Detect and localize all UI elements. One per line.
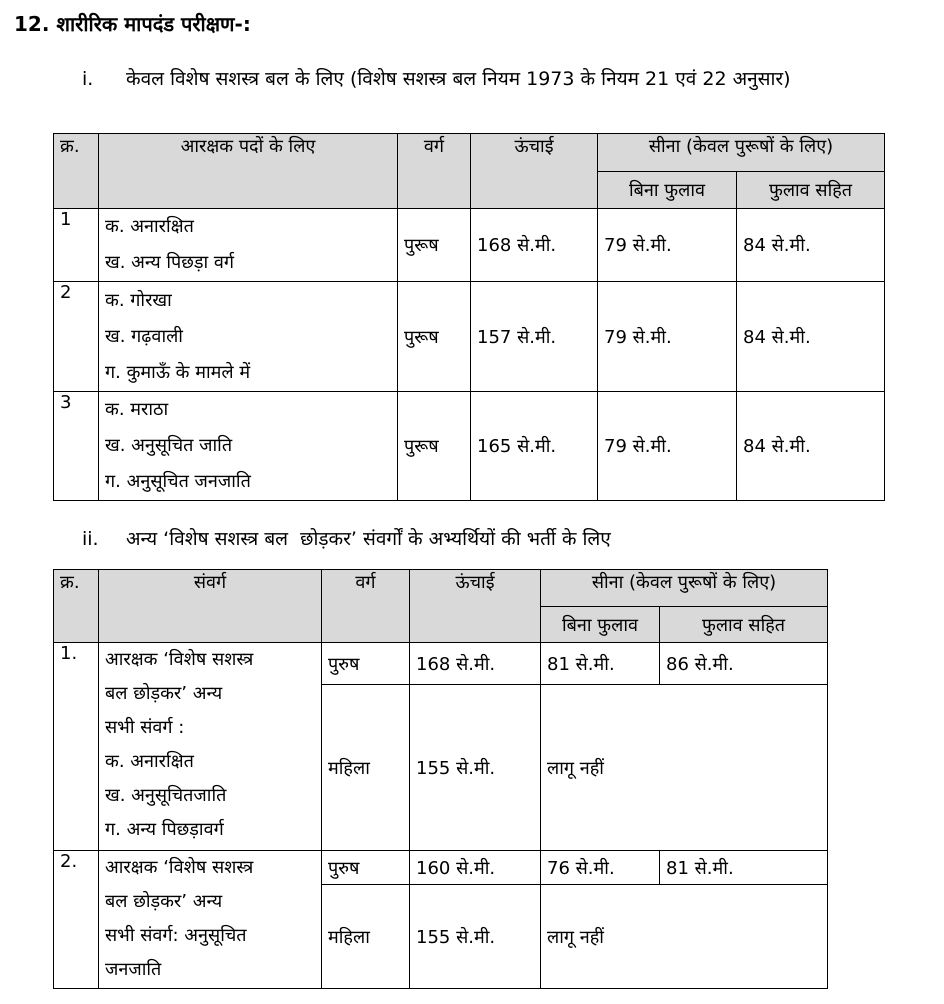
col-category-header: वर्ग bbox=[398, 134, 471, 209]
male-category: पुरुष bbox=[322, 643, 410, 685]
row-chest-with: 84 से.मी. bbox=[737, 282, 885, 392]
female-chest: लागू नहीं bbox=[541, 885, 828, 989]
table-row bbox=[54, 209, 885, 282]
row-sn: 3 bbox=[54, 392, 99, 501]
male-height: 168 से.मी. bbox=[410, 643, 541, 685]
female-category: महिला bbox=[322, 685, 410, 851]
male-chest-with: 81 से.मी. bbox=[660, 851, 828, 885]
post-line: ख. अन्य पिछड़ा वर्ग bbox=[105, 252, 235, 273]
row-chest-with: 84 से.मी. bbox=[737, 209, 885, 282]
col-with-expansion-header: फुलाव सहित bbox=[660, 607, 828, 643]
cadre-line: जनजाति bbox=[105, 959, 162, 980]
table-row bbox=[54, 643, 828, 685]
post-line: ख. गढ़वाली bbox=[105, 325, 183, 347]
female-height: 155 से.मी. bbox=[410, 685, 541, 851]
col-height-header: ऊंचाई bbox=[410, 570, 541, 643]
cadre-line: सभी संवर्ग : bbox=[105, 717, 185, 738]
row-category: पुरूष bbox=[398, 282, 471, 392]
male-height: 160 से.मी. bbox=[410, 851, 541, 885]
row-height: 157 से.मी. bbox=[471, 282, 598, 392]
post-line: क. अनारक्षित bbox=[105, 216, 194, 237]
cadre-line: ख. अनुसूचितजाति bbox=[105, 785, 227, 806]
cadre-line: आरक्षक ‘विशेष सशस्त्र bbox=[105, 857, 254, 878]
col-without-expansion-header: बिना फुलाव bbox=[541, 607, 660, 643]
col-post-header: आरक्षक पदों के लिए bbox=[99, 134, 398, 209]
subsection-ii bbox=[82, 522, 882, 558]
post-line: क. गोरखा bbox=[105, 289, 172, 311]
col-with-expansion-header: फुलाव सहित bbox=[737, 172, 885, 209]
subsection-i bbox=[82, 62, 882, 132]
col-sn-header: क्र. bbox=[54, 570, 99, 643]
row-sn: 1. bbox=[54, 643, 99, 851]
male-category: पुरुष bbox=[322, 851, 410, 885]
post-line: ग. अनुसूचित जनजाति bbox=[105, 471, 251, 492]
post-line: ग. कुमाऊँ के मामले में bbox=[105, 361, 251, 383]
row-category: पुरूष bbox=[398, 209, 471, 282]
row-chest-with: 84 से.मी. bbox=[737, 392, 885, 501]
col-sn-header: क्र. bbox=[54, 134, 99, 209]
cadre-line: बल छोड़कर’ अन्य bbox=[105, 891, 223, 912]
row-category: पुरूष bbox=[398, 392, 471, 501]
cadre-line: आरक्षक ‘विशेष सशस्त्र bbox=[105, 649, 254, 670]
col-category-header: वर्ग bbox=[322, 570, 410, 643]
female-chest: लागू नहीं bbox=[541, 685, 828, 851]
table-armed-force bbox=[53, 133, 885, 501]
subsection-i-title: केवल विशेष सशस्त्र बल के लिए (विशेष सशस्त्र बल नियम 1973 के नियम 21 एवं 22 अनुसार) bbox=[126, 68, 791, 90]
cadre-line: ग. अन्य पिछड़ावर्ग bbox=[105, 819, 224, 840]
col-chest-header: सीना (केवल पुरूषों के लिए) bbox=[541, 570, 828, 607]
row-chest-without: 79 से.मी. bbox=[598, 392, 737, 501]
table-row bbox=[54, 392, 885, 501]
female-category: महिला bbox=[322, 885, 410, 989]
row-chest-without: 79 से.मी. bbox=[598, 282, 737, 392]
col-without-expansion-header: बिना फुलाव bbox=[598, 172, 737, 209]
row-cadre bbox=[99, 851, 322, 989]
row-height: 165 से.मी. bbox=[471, 392, 598, 501]
row-posts bbox=[99, 282, 398, 392]
table-other-cadres bbox=[53, 569, 828, 989]
subsection-ii-number: ii. bbox=[82, 528, 99, 550]
col-chest-header: सीना (केवल पुरूषों के लिए) bbox=[598, 134, 885, 172]
subsection-ii-title: अन्य ‘विशेष सशस्त्र बल छोड़कर’ संवर्गों के अभ्यर्थियों की भर्ती के लिए bbox=[126, 528, 611, 550]
row-posts bbox=[99, 392, 398, 501]
post-line: ख. अनुसूचित जाति bbox=[105, 435, 233, 456]
row-chest-without: 79 से.मी. bbox=[598, 209, 737, 282]
female-height: 155 से.मी. bbox=[410, 885, 541, 989]
subsection-i-number: i. bbox=[82, 68, 94, 90]
row-posts bbox=[99, 209, 398, 282]
male-chest-without: 76 से.मी. bbox=[541, 851, 660, 885]
row-cadre bbox=[99, 643, 322, 851]
section-heading: 12. शारीरिक मापदंड परीक्षण-: bbox=[14, 12, 251, 36]
cadre-line: क. अनारक्षित bbox=[105, 751, 194, 772]
post-line: क. मराठा bbox=[105, 399, 169, 420]
male-chest-without: 81 से.मी. bbox=[541, 643, 660, 685]
table-row bbox=[54, 851, 828, 885]
cadre-line: बल छोड़कर’ अन्य bbox=[105, 683, 223, 704]
col-height-header: ऊंचाई bbox=[471, 134, 598, 209]
col-cadre-header: संवर्ग bbox=[99, 570, 322, 643]
cadre-line: सभी संवर्ग: अनुसूचित bbox=[105, 925, 247, 946]
row-sn: 1 bbox=[54, 209, 99, 282]
male-chest-with: 86 से.मी. bbox=[660, 643, 828, 685]
row-height: 168 से.मी. bbox=[471, 209, 598, 282]
row-sn: 2. bbox=[54, 851, 99, 989]
table-row bbox=[54, 282, 885, 392]
row-sn: 2 bbox=[54, 282, 99, 392]
